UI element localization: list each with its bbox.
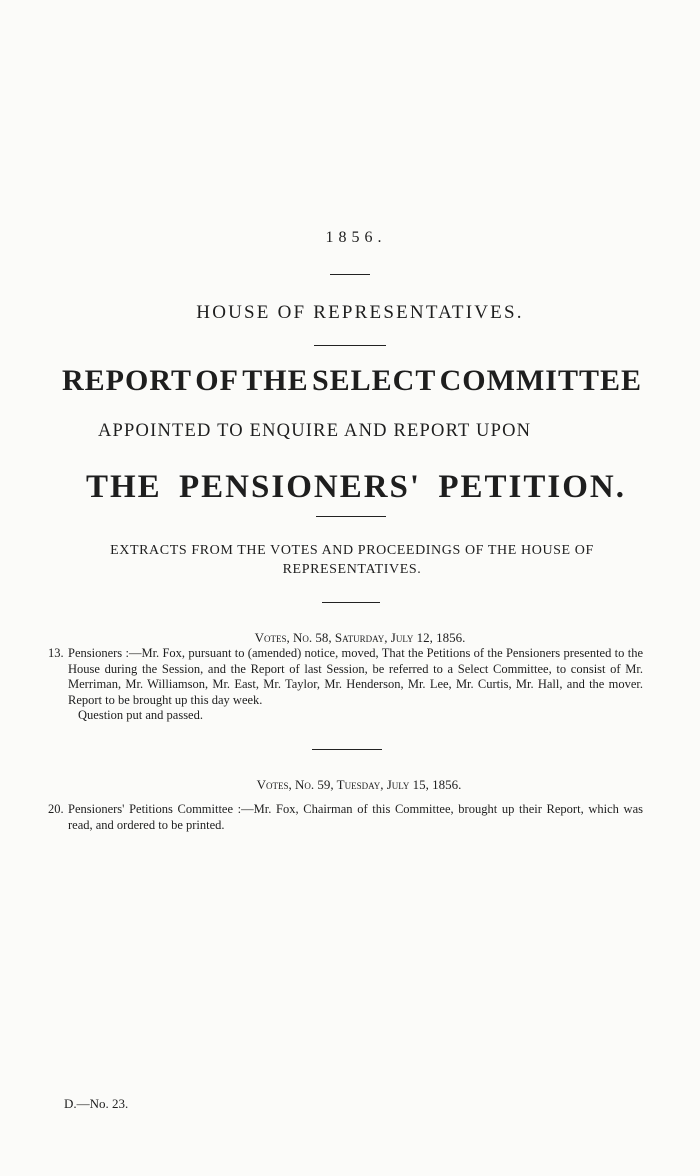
divider: [322, 602, 380, 603]
divider: [330, 274, 370, 275]
entry-text: Pensioners' Petitions Committee :—Mr. Fox, Chairman of this Committee, brought up their Report, which was read, and ordered to be printed.: [68, 802, 643, 832]
report-title-word: OF: [195, 364, 239, 397]
report-title-word: THE: [242, 364, 309, 397]
entry-result: Question put and passed.: [78, 708, 203, 722]
entry-number: 20.: [48, 802, 64, 816]
divider: [314, 345, 386, 346]
chamber-heading: HOUSE OF REPRESENTATIVES.: [196, 302, 524, 323]
votes-59-heading: Votes, No. 59, Tuesday, July 15, 1856.: [256, 777, 462, 792]
petition-title: [86, 469, 626, 506]
extracts-heading: EXTRACTS FROM THE VOTES AND PROCEEDINGS OF THE HOUSE OF REPRESENTATIVES.: [110, 543, 594, 577]
year: 1856.: [325, 229, 387, 246]
divider: [316, 516, 386, 517]
footer-reference: D.—No. 23.: [64, 1096, 129, 1111]
divider: [312, 749, 382, 750]
report-title-word: SELECT: [311, 364, 437, 397]
appointed-line: APPOINTED TO ENQUIRE AND REPORT UPON: [98, 421, 532, 441]
report-title-word: REPORT: [62, 364, 192, 397]
votes-58-heading: Votes, No. 58, Saturday, July 12, 1856.: [254, 630, 466, 645]
entry-number: 13.: [48, 646, 64, 660]
entry-text: Pensioners :—Mr. Fox, pursuant to (amended) notice, moved, That the Petitions of the Pensioners presented to the House during the Session, and the Report of last Session, be referred to a Select Committee, to consist of Mr. Merriman, Mr. Williamson, Mr. East, Mr. Taylor, Mr. Henderson, Mr. Lee, Mr. Curtis, Mr. Hall, and the mover. Report to be brought up this day week.: [68, 646, 643, 707]
petition-title-word: PETITION.: [438, 469, 626, 505]
report-title-word: COMMITTEE: [439, 364, 642, 397]
petition-title-word: THE: [86, 469, 162, 505]
petition-title-word: PENSIONERS': [179, 469, 422, 505]
entry-13: [48, 646, 643, 724]
entry-20: [48, 802, 643, 833]
report-title: [62, 364, 642, 398]
